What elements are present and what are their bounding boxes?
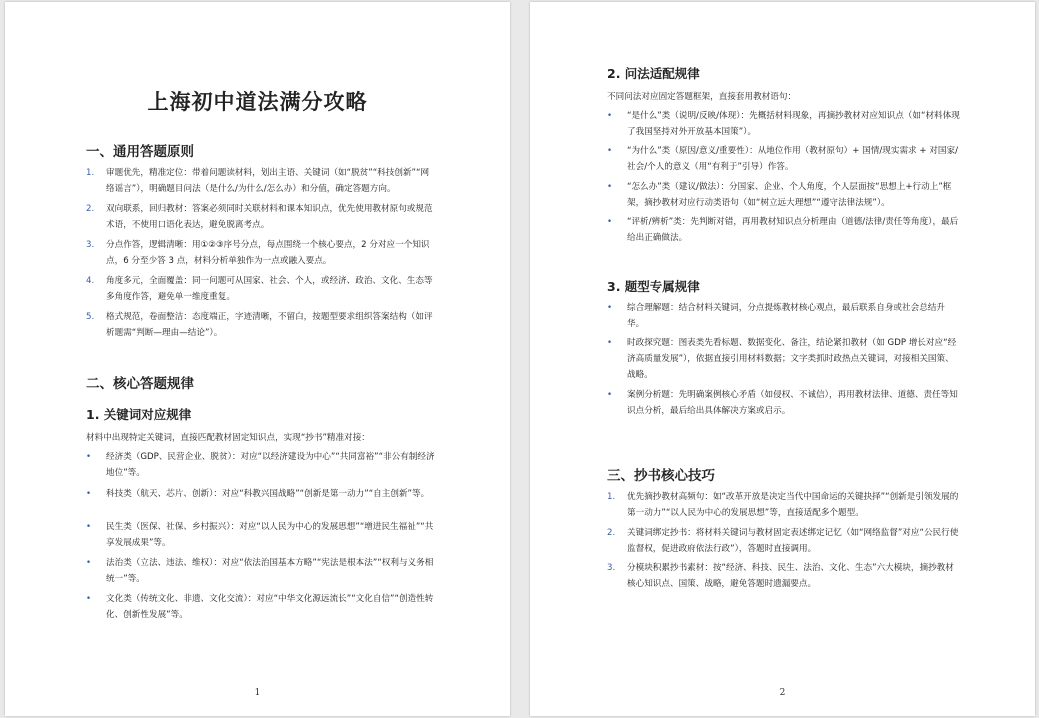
bullet: • xyxy=(607,338,613,348)
bullet: • xyxy=(607,111,613,121)
list-item-text: 经济类（GDP、民营企业、脱贫）：对应“以经济建设为中心”“共同富裕”“非公有制经济地位”等。 xyxy=(106,452,435,478)
bullet: • xyxy=(607,146,613,156)
list-number: 3. xyxy=(86,240,95,250)
list-number: 2. xyxy=(607,528,616,538)
bullet: • xyxy=(86,489,92,499)
list-item-text: 时政探究题：图表类先看标题、数据变化、备注，结论紧扣教材（如 GDP 增长对应“经济高质量发展”），依据直接引用材料数据；文字类抓时政热点关键词，对接相关国策、战略。 xyxy=(627,338,957,380)
section-heading-core-rules: 二、核心答题规律 xyxy=(86,376,194,392)
bullet: • xyxy=(607,303,613,313)
list-item xyxy=(86,201,436,233)
section-heading-general-principles: 一、通用答题原则 xyxy=(86,144,194,160)
list-item-text: 分模块积累抄书素材：按“经济、科技、民生、法治、文化、生态”六大模块，摘抄教材核心知识点、国策、战略，避免答题时遗漏要点。 xyxy=(627,563,954,589)
list-item xyxy=(607,489,962,521)
list-item-text: “怎么办”类（建议/做法）：分国家、企业、个人角度，个人层面按“思想上+行动上”框架，摘抄教材对应行动类语句（如“树立远大理想”“遵守法律法规”）。 xyxy=(627,182,952,208)
bullet: • xyxy=(607,390,613,400)
bullet: • xyxy=(86,522,92,532)
document-title: 上海初中道法满分攻略 xyxy=(147,90,368,114)
list-item-text: 格式规范，卷面整洁：态度端正，字迹清晰，不留白，按题型要求组织答案结构（如评析题需“判断—理由—结论”）。 xyxy=(106,312,433,338)
section-heading-copy-techniques: 三、抄书核心技巧 xyxy=(607,468,715,484)
list-item-text: 法治类（立法、违法、维权）：对应“依法治国基本方略”“宪法是根本法”“权利与义务相统一”等。 xyxy=(106,558,434,584)
bullet: • xyxy=(86,558,92,568)
list-item-text: 科技类（航天、芯片、创新）：对应“科教兴国战略”“创新是第一动力”“自主创新”等。 xyxy=(106,489,430,499)
list-item-text: 民生类（医保、社保、乡村振兴）：对应“以人民为中心的发展思想”“增进民生福祉”“共享发展成果”等。 xyxy=(106,522,434,548)
intro-paragraph: 不同问法对应固定答题框架，直接套用教材语句： xyxy=(607,92,797,102)
list-item-text: 关键词绑定抄书：将材料关键词与教材固定表述绑定记忆（如“网络监督”对应“公民行使监督权，促进政府依法行政”），答题时直接调用。 xyxy=(627,528,959,554)
document-page-1 xyxy=(5,2,510,716)
list-item xyxy=(86,555,436,587)
list-item xyxy=(607,335,962,383)
subsection-heading-question-formats: 3. 题型专属规律 xyxy=(607,279,700,294)
subsection-heading-question-types: 2. 问法适配规律 xyxy=(607,66,700,81)
list-number: 5. xyxy=(86,312,95,322)
list-number: 1. xyxy=(607,492,616,502)
list-item xyxy=(86,165,436,197)
list-item xyxy=(86,273,436,305)
list-number: 1. xyxy=(86,168,95,178)
bullet: • xyxy=(86,452,92,462)
list-item-text: “评析/辨析”类：先判断对错，再用教材知识点分析理由（道德/法律/责任等角度），最后给出正确做法。 xyxy=(627,217,959,243)
list-item-text: 审题优先，精准定位：带着问题读材料，划出主语、关键词（如“脱贫”“科技创新”“网络谣言”），明确题目问法（是什么/为什么/怎么办）和分值，确定答题方向。 xyxy=(106,168,430,194)
list-number: 2. xyxy=(86,204,95,214)
list-item-text: 案例分析题：先明确案例核心矛盾（如侵权、不诚信），再用教材法律、道德、责任等知识点分析，最后给出具体解决方案或启示。 xyxy=(627,390,958,416)
bullet: • xyxy=(86,594,92,604)
subsection-heading-keywords: 1. 关键词对应规律 xyxy=(86,407,192,422)
list-item xyxy=(86,519,436,551)
list-item-text: “是什么”类（说明/反映/体现）：先概括材料现象，再摘抄教材对应知识点（如“材料体现了我国坚持对外开放基本国策”）。 xyxy=(627,111,960,137)
list-item xyxy=(86,591,436,623)
list-item xyxy=(607,387,962,419)
list-item xyxy=(86,237,436,269)
list-item xyxy=(607,143,962,175)
list-number: 3. xyxy=(607,563,616,573)
list-item xyxy=(86,449,436,481)
page-number: 2 xyxy=(779,688,786,698)
list-item-text: 综合理解题：结合材料关键词，分点提炼教材核心观点，最后联系自身或社会总结升华。 xyxy=(627,303,945,329)
list-item-text: 分点作答，逻辑清晰：用①②③序号分点，每点围绕一个核心要点，2 分对应一个知识点，6 分至少答 3 点，材料分析单独作为一点或融入要点。 xyxy=(106,240,430,266)
list-item xyxy=(607,560,962,592)
list-item xyxy=(86,486,436,502)
list-item xyxy=(607,525,962,557)
list-item xyxy=(607,300,962,332)
list-item-text: “为什么”类（原因/意义/重要性）：从地位作用（教材原句）+ 国情/现实需求 + 对国家/社会/个人的意义（用“有利于”引导）作答。 xyxy=(627,146,958,172)
list-number: 4. xyxy=(86,276,95,286)
intro-paragraph: 材料中出现特定关键词，直接匹配教材固定知识点，实现“抄书”精准对接： xyxy=(86,433,370,443)
list-item-text: 文化类（传统文化、非遗、文化交流）：对应“中华文化源远流长”“文化自信”“创造性转化、创新性发展”等。 xyxy=(106,594,434,620)
list-item xyxy=(607,214,962,246)
list-item xyxy=(86,309,436,341)
list-item-text: 双向联系，回归教材：答案必须同时关联材料和课本知识点，优先使用教材原句或规范术语，不使用口语化表达，避免脱离考点。 xyxy=(106,204,433,230)
list-item-text: 优先摘抄教材高频句：如“改革开放是决定当代中国命运的关键抉择”“创新是引领发展的第一动力”“以人民为中心的发展思想”等，直接适配多个题型。 xyxy=(627,492,959,518)
list-item xyxy=(607,108,962,140)
bullet: • xyxy=(607,217,613,227)
list-item-text: 角度多元，全面覆盖：同一问题可从国家、社会、个人，或经济、政治、文化、生态等多角度作答，避免单一维度重复。 xyxy=(106,276,433,302)
document-page-2 xyxy=(530,2,1035,716)
page-number: 1 xyxy=(254,688,261,698)
bullet: • xyxy=(607,182,613,192)
list-item xyxy=(607,179,962,211)
